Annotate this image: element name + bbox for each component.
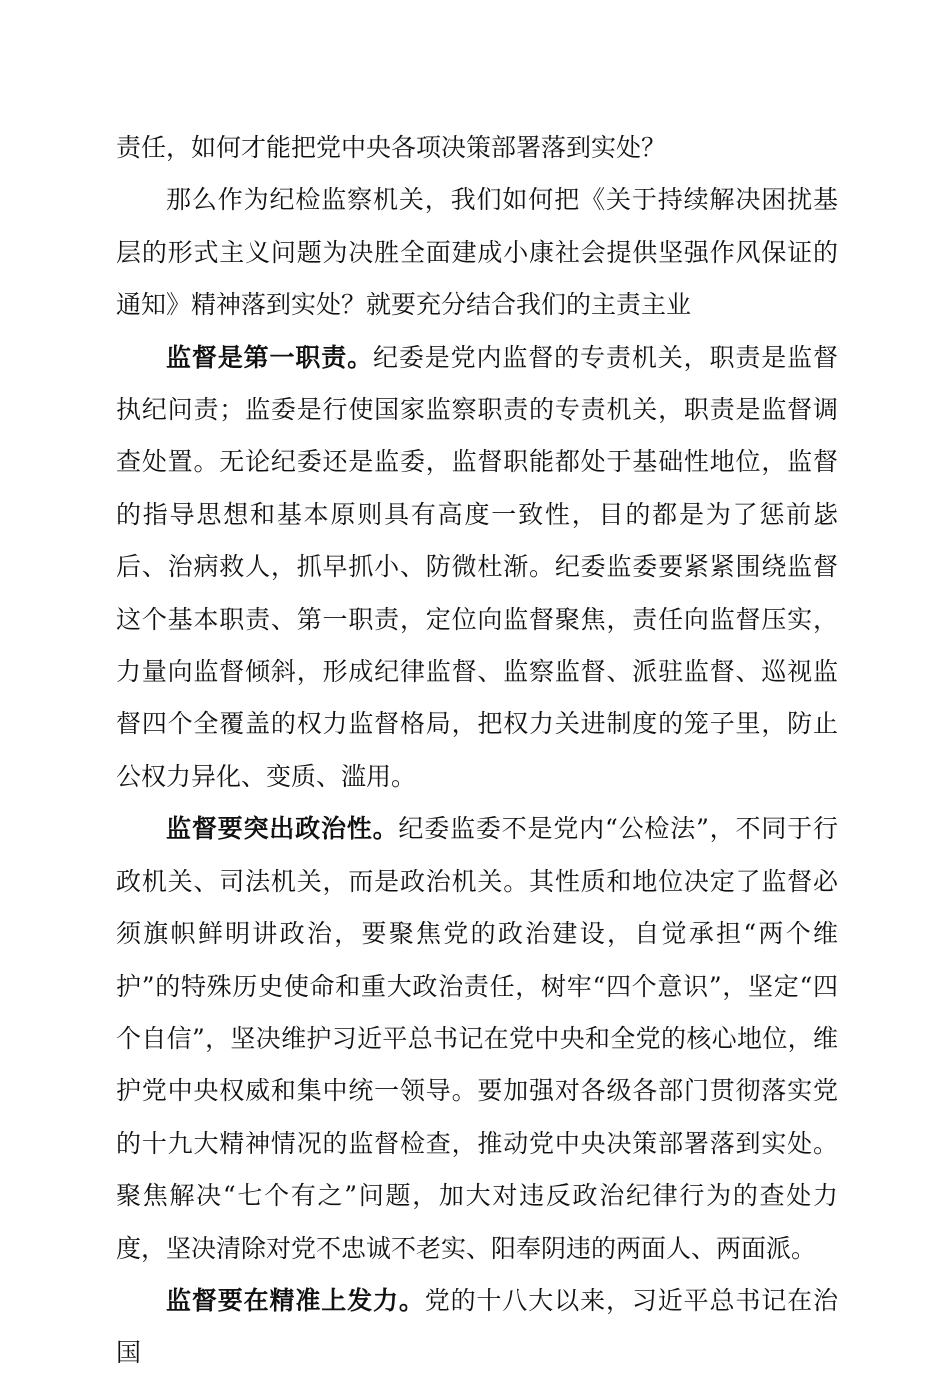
paragraph-text: 那么作为纪检监察机关，我们如何把《关于持续解决困扰基层的形式主义问题为决胜全面建成小康社会提供坚强作风保证的通知》精神落到实处？就要充分结合我们的主责主业 <box>116 185 838 320</box>
paragraph-text: 党的十八大以来，习近平总书记在治国 <box>116 1285 838 1368</box>
paragraph-precision <box>116 1275 838 1380</box>
paragraph-lead-heading: 监督要突出政治性。 <box>166 814 399 844</box>
paragraph-lead-heading: 监督要在精准上发力。 <box>166 1285 425 1315</box>
paragraph-text: 纪委是党内监督的专责机关，职责是监督执纪问责；监委是行使国家监察职责的专责机关，职责是监督调查处置。无论纪委还是监委，监督职能都处于基础性地位，监督的指导思想和基本原则具有高度一致性，目的都是为了惩前毖后、治病救人，抓早抓小、防微杜渐。纪委监委要紧紧围绕监督这个基本职责、第一职责，定位向监督聚焦，责任向监督压实，力量向监督倾斜，形成纪律监督、监察监督、派驻监督、巡视监督四个全覆盖的权力监督格局，把权力关进制度的笼子里，防止公权力异化、变质、滥用。 <box>116 342 838 791</box>
paragraph-text: 责任，如何才能把党中央各项决策部署落到实处？ <box>116 133 667 162</box>
paragraph-intro <box>116 174 838 331</box>
paragraph-text: 纪委监委不是党内“公检法”，不同于行政机关、司法机关，而是政治机关。其性质和地位决定了监督必须旗帜鲜明讲政治，要聚焦党的政治建设，自觉承担“两个维护”的特殊历史使命和重大政治责任，树牢“四个意识”，坚定“四个自信”，坚决维护习近平总书记在党中央和全党的核心地位，维护党中央权威和集中统一领导。要加强对各级各部门贯彻落实党的十九大精神情况的监督检查，推动党中央决策部署落到实处。聚焦解决“七个有之”问题，加大对违反政治纪律行为的查处力度，坚决清除对党不忠诚不老实、阳奉阴违的两面人、两面派。 <box>116 814 838 1263</box>
paragraph-lead-heading: 监督是第一职责。 <box>166 342 374 372</box>
document-body <box>116 122 838 1380</box>
paragraph-first-duty <box>116 332 838 804</box>
paragraph-political <box>116 803 838 1275</box>
paragraph-continuation <box>116 122 838 174</box>
